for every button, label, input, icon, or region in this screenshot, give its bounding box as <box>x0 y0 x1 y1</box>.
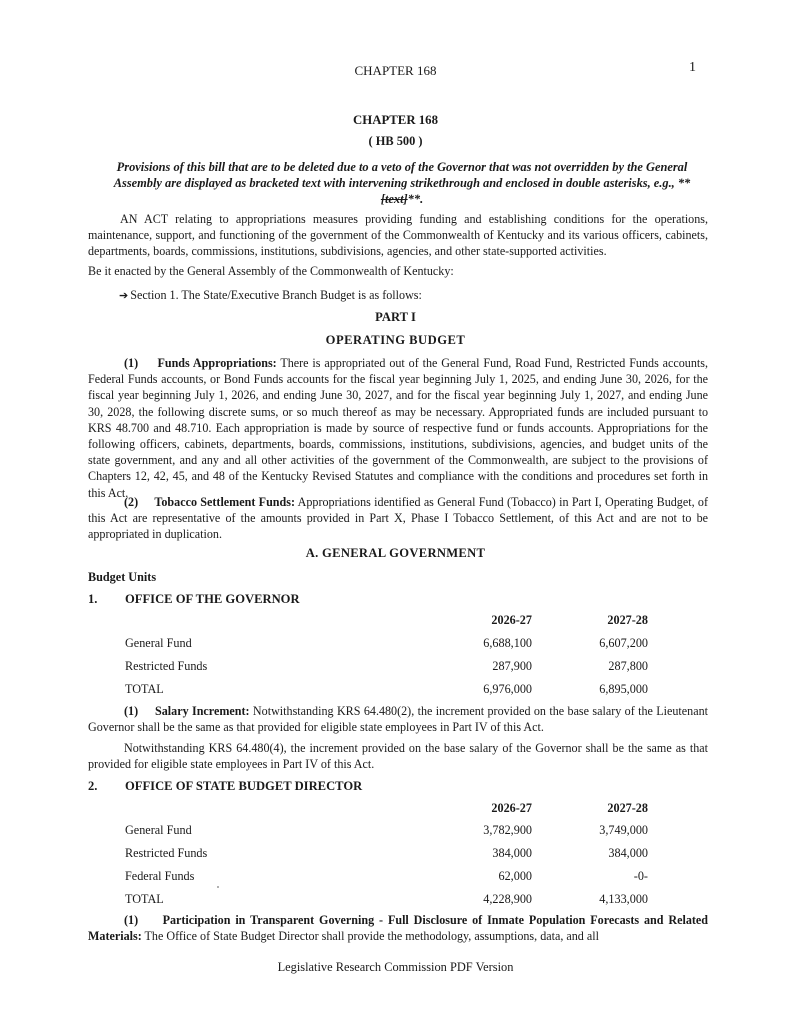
act-title: AN ACT relating to appropriations measures providing funding and establishing conditions for the operations, maintenance, support, and functioning of the government of the Commonwealth of Kentucky and its various officers, cabinets, departments, boards, commissions, institutions, subdivisions, agencies, and other state-supported activities. <box>88 212 708 259</box>
unit-2-row-value: 384,000 <box>492 846 532 860</box>
governor-salary-paragraph: Notwithstanding KRS 64.480(4), the increment provided on the base salary of the Governor shall be the same as that provided for eligible state employees in Part IV of this Act. <box>88 741 708 772</box>
salary-increment-paragraph <box>88 703 708 735</box>
unit-2-col-2027-28: 2027-28 <box>607 801 648 815</box>
salary-increment-text: Notwithstanding KRS 64.480(2), the increment provided on the base salary of the Lieutenant Governor shall be the same as that provided for eligible state employees in Part IV of this Act. <box>88 704 708 735</box>
enacting-clause: Be it enacted by the General Assembly of the Commonwealth of Kentucky: <box>88 264 454 278</box>
page-number: 1 <box>689 60 696 75</box>
scan-speck <box>217 886 219 888</box>
unit-2-row-value: 384,000 <box>608 846 648 860</box>
salary-increment-label: (1) Salary Increment: <box>124 704 250 718</box>
unit-1-row-label: Restricted Funds <box>125 659 208 673</box>
unit-1-col-2026-27: 2026-27 <box>491 613 532 627</box>
unit-2-row-value: 3,782,900 <box>483 823 532 837</box>
unit-2-row-label: Federal Funds <box>125 869 195 883</box>
veto-notice <box>96 159 708 207</box>
unit-2-col-2026-27: 2026-27 <box>491 801 532 815</box>
unit-1-name: OFFICE OF THE GOVERNOR <box>125 592 300 606</box>
unit-1-total-label: TOTAL <box>125 682 164 696</box>
section-1-text: Section 1. The State/Executive Branch Budget is as follows: <box>130 288 422 302</box>
transparent-governing-text: The Office of State Budget Director shall provide the methodology, assumptions, data, and all <box>141 929 599 944</box>
unit-1-total-value: 6,895,000 <box>599 682 648 696</box>
unit-1-row-value: 287,900 <box>492 659 532 673</box>
unit-2-name: OFFICE OF STATE BUDGET DIRECTOR <box>125 779 363 793</box>
unit-1-row-label: General Fund <box>125 636 192 650</box>
transparent-governing-paragraph <box>88 912 712 944</box>
unit-2-row-value: 3,749,000 <box>599 823 648 837</box>
funds-appropriations-paragraph <box>88 355 708 501</box>
tobacco-settlement-text: Appropriations identified as General Fund (Tobacco) in Part I, Operating Budget, of this Act are representative of the amounts provided in Part X, Phase I Tobacco Settlement, of this Act and are not to be appropriated in duplication. <box>88 495 708 542</box>
chapter-title: CHAPTER 168 <box>353 113 438 127</box>
tobacco-settlement-label: (2) Tobacco Settlement Funds: <box>124 495 295 509</box>
tobacco-settlement-paragraph <box>88 494 708 543</box>
unit-2-total-value: 4,228,900 <box>483 892 532 906</box>
unit-1-row-value: 287,800 <box>608 659 648 673</box>
transparent-governing-label: (1) Participation in Transparent Governing - Full Disclosure of Inmate Population Forecasts and Related Materials: <box>88 913 712 944</box>
running-header: CHAPTER 168 <box>354 63 437 78</box>
struck-example: [text] <box>380 192 408 206</box>
budget-units-label: Budget Units <box>88 570 157 584</box>
unit-2-row-label: General Fund <box>125 823 192 837</box>
section-1-heading <box>119 287 679 304</box>
unit-2-number: 2. <box>88 779 98 793</box>
unit-1-row-value: 6,688,100 <box>483 636 532 650</box>
unit-1-number: 1. <box>88 592 98 606</box>
unit-1-total-value: 6,976,000 <box>483 682 532 696</box>
part-number: PART I <box>375 310 416 324</box>
unit-2-row-label: Restricted Funds <box>125 846 208 860</box>
bill-number: ( HB 500 ) <box>368 134 423 148</box>
veto-notice-end: **. <box>407 192 424 206</box>
funds-appropriations-text: There is appropriated out of the General Fund, Road Fund, Restricted Funds accounts, Federal Funds accounts, or Bond Funds accounts for the fiscal year beginning July 1, 2025, and ending June 30, 2026, for the fiscal year beginning July 1, 2026, and ending June 30, 2027, and for the fiscal year beginning July 1, 2027, and ending June 30, 2028, the following discrete sums, or so much thereof as may be necessary. Appropriated funds are included pursuant to KRS 48.700 and 48.710. Each appropriation is made by source of respective fund or funds accounts. Appropriations for the following officers, cabinets, departments, boards, commissions, institutions, subdivisions, agencies, and budget units of the state government, and any and all other activities of the government of the Commonwealth, are subject to the provisions of Chapters 12, 42, 45, and 48 of the Kentucky Revised Statutes and compliance with the conditions and procedures set forth in this Act. <box>88 356 708 500</box>
footer: Legislative Research Commission PDF Version <box>277 960 514 974</box>
unit-2-row-value: 62,000 <box>498 869 532 883</box>
section-a-heading: A. GENERAL GOVERNMENT <box>305 546 486 560</box>
unit-2-total-label: TOTAL <box>125 892 164 906</box>
unit-1-row-value: 6,607,200 <box>599 636 648 650</box>
unit-2-total-value: 4,133,000 <box>599 892 648 906</box>
unit-2-row-value: -0- <box>633 869 648 883</box>
arrow-icon: ➔ <box>119 290 129 302</box>
veto-notice-text: Provisions of this bill that are to be deleted due to a veto of the Governor that was not overridden by the General Assembly are displayed as bracketed text with intervening strikethrough and enclosed in double asterisks, e.g., ** <box>113 160 691 190</box>
funds-appropriations-label: (1) Funds Appropriations: <box>124 356 277 370</box>
part-title: OPERATING BUDGET <box>325 333 466 347</box>
unit-1-col-2027-28: 2027-28 <box>607 613 648 627</box>
